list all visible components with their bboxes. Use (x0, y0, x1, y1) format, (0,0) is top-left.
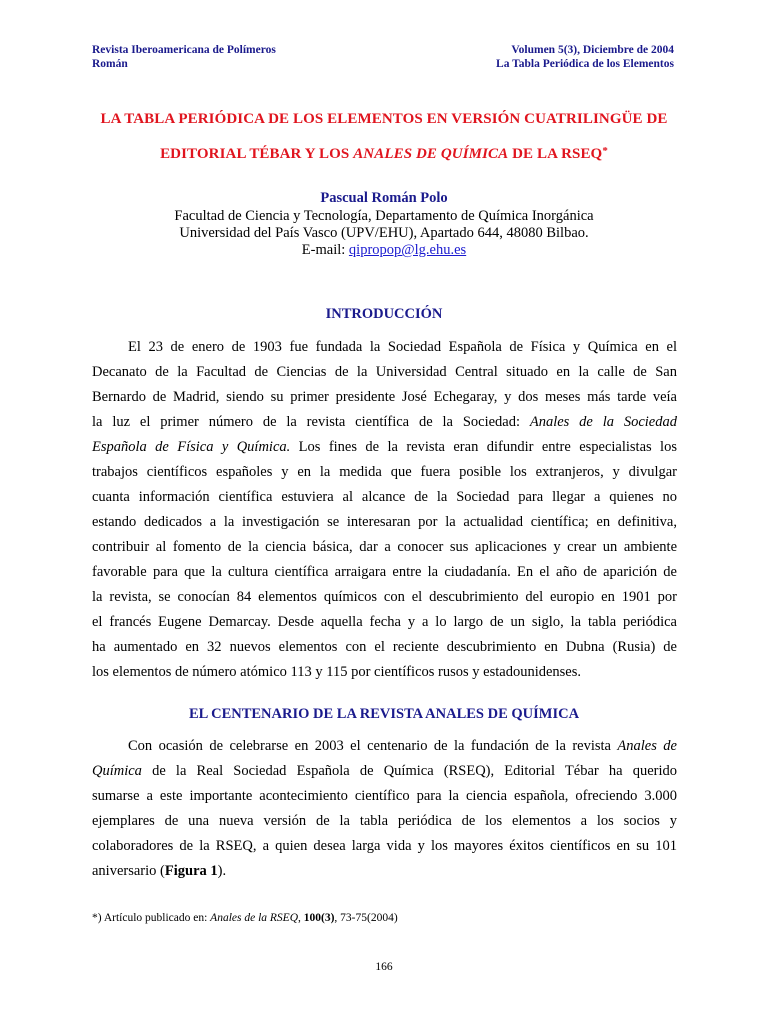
text-line (92, 859, 677, 884)
footnote-separator: , (298, 912, 304, 924)
article-title-line2 (80, 146, 688, 163)
journal-title-italic: Española de Física y Química. (92, 439, 291, 455)
short-title: La Tabla Periódica de los Elementos (496, 58, 674, 70)
text-line: estando dedicados a la investigación se interesaran por la actualidad científica; en definitiva, (92, 514, 677, 530)
journal-title-italic: Química (92, 763, 142, 779)
text-line: el francés Eugene Demarcay. Desde aquella fecha y a lo largo de un siglo, la tabla periódica (92, 614, 677, 630)
email-line (0, 242, 768, 259)
figure-reference: Figura 1 (164, 863, 218, 879)
text-run: de la Real Sociedad Española de Química (RSEQ), Editorial Tébar ha querido (141, 763, 677, 779)
footnote-journal: Anales de la RSEQ (210, 912, 298, 924)
text-line (92, 734, 677, 759)
intro-paragraph (92, 335, 677, 685)
text-line: cuanta información científica estuviera al alcance de la Sociedad para llegar a quienes no (92, 489, 677, 505)
text-line: El 23 de enero de 1903 fue fundada la Sociedad Española de Física y Química en el (128, 339, 677, 355)
text-line: sumarse a este importante acontecimiento científico para la ciencia española, ofreciendo 3.000 (92, 788, 677, 804)
text-line: Bernardo de Madrid, siendo su primer presidente José Echegaray, y dos meses más tarde veía (92, 389, 677, 405)
text-run: Los fines de la revista eran difundir entre especialistas los (290, 439, 677, 455)
footnote (92, 912, 398, 924)
title-italic-part: ANALES DE QUÍMICA (353, 146, 509, 162)
footnote-pages: , 73-75(2004) (334, 912, 398, 924)
text-line: los elementos de número atómico 113 y 115 por científicos rusos y estadounidenses. (92, 664, 582, 680)
email-link[interactable]: qipropop@lg.ehu.es (348, 242, 467, 258)
text-run: aniversario ( (92, 863, 165, 879)
journal-title-italic: Anales de (617, 738, 677, 754)
email-label: E-mail: (301, 242, 349, 258)
text-run: ). (217, 863, 227, 879)
author-name: Pascual Román Polo (320, 190, 448, 206)
title-part: EDITORIAL TÉBAR Y LOS (160, 146, 354, 162)
running-header (92, 43, 674, 71)
text-line: Decanato de la Facultad de Ciencias de la Universidad Central situado en la calle de San (92, 364, 677, 380)
text-line: contribuir al fomento de la ciencia básica, dar a conocer sus aplicaciones y crear un ambiente (92, 539, 677, 555)
text-line: trabajos científicos españoles y en la medida que fuera posible los extranjeros, y divulgar (92, 464, 677, 480)
article-title-line1: LA TABLA PERIÓDICA DE LOS ELEMENTOS EN VERSIÓN CUATRILINGÜE DE (100, 111, 668, 127)
footnote-volume: 100(3) (303, 912, 335, 924)
text-line: colaboradores de la RSEQ, a quien desea larga vida y los mayores éxitos científicos en su 101 (92, 838, 677, 854)
text-line (92, 759, 677, 784)
page-number: 166 (375, 961, 393, 973)
text-run: Con ocasión de celebrarse en 2003 el centenario de la fundación de la revista (128, 738, 618, 754)
volume-info: Volumen 5(3), Diciembre de 2004 (511, 44, 674, 56)
journal-name: Revista Iberoamericana de Polímeros (92, 44, 276, 56)
journal-title-italic: Anales de la Sociedad (529, 414, 677, 430)
footnote-prefix: *) Artículo publicado en: (92, 912, 211, 924)
section-heading-introduccion: INTRODUCCIÓN (325, 306, 443, 322)
text-line: la revista, se conocían 84 elementos químicos con el descubrimiento del europio en 1901 por (92, 589, 677, 605)
text-line (92, 435, 677, 460)
title-footnote-mark: * (602, 145, 608, 157)
centenario-paragraph (92, 734, 677, 884)
text-line: favorable para que la cultura científica arraigara entre la ciudadanía. En el año de aparición de (92, 564, 677, 580)
text-line: ejemplares de una nueva versión de la tabla periódica de los elementos a los socios y (92, 813, 677, 829)
short-author: Román (92, 58, 128, 70)
affiliation-line2: Universidad del País Vasco (UPV/EHU), Apartado 644, 48080 Bilbao. (179, 225, 589, 241)
section-heading-centenario: EL CENTENARIO DE LA REVISTA ANALES DE QUÍMICA (188, 706, 580, 722)
text-line: ha aumentado en 32 nuevos elementos con el reciente descubrimiento en Dubna (Rusia) de (92, 639, 677, 655)
text-line (92, 410, 677, 435)
title-part: DE LA RSEQ (508, 146, 603, 162)
affiliation-line1: Facultad de Ciencia y Tecnología, Departamento de Química Inorgánica (174, 208, 594, 224)
text-run: la luz el primer número de la revista científica de la Sociedad: (92, 414, 530, 430)
